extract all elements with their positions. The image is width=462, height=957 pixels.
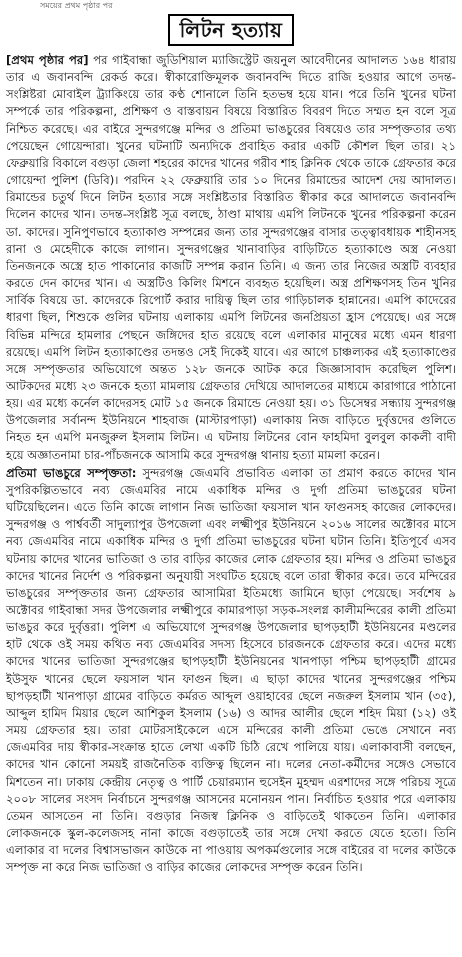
paragraph-1-text: পর গাইবান্ধা জুডিশিয়াল ম্যাজিস্ট্রেট জয়নুল আবেদীনের আদালত ১৬৪ ধারায় তার এ জবানবন্দি রেকর্ড করে। স্বীকারোক্তিমূলক জবানবন্দি দিতে রাজি হওয়ার আগে তদন্ত-সংশ্লিষ্টরা মোবাইল ট্র্যাকিংয়ে তার কণ্ঠ শোনালে তিনি হতভম্ব হয়ে যান। পরে তিনি খুনের ঘটনা সম্পর্কে তার পরিকল্পনা, প্রশিক্ষণ ও বাস্তবায়ন বিষয়ে বিস্তারিত বিবরণ দিতে সম্মত হন বলে সূত্র নিশ্চিত করেছে। এর বাইরে সুন্দরগঞ্জে মন্দির ও প্রতিমা ভাঙচুরের বিষয়েও তার সম্পৃক্ততার তথ্য পেয়েছেন গোয়েন্দারা। খুনের ঘটনাটি অন্যদিকে প্রবাহিত করার একটি কৌশল ছিল তার। ২১ ফেব্রুয়ারি বিকালে বগুড়া জেলা শহরের কাদের খানের গরীব শাহ ক্লিনিক থেকে তাকে গ্রেফতার করে গোয়েন্দা পুলিশ (ডিবি)। পরদিন ২২ ফেব্রুয়ারি তার ১০ দিনের রিমান্ডের আদেশ দেয় আদালত। রিমান্ডের চতুর্থ দিনে লিটন হত্যার সঙ্গে সংশ্লিষ্টতার বিস্তারিত স্বীকার করে আদালতে জবানবন্দি দিলেন কাদের খান। তদন্ত-সংশ্লিষ্ট সূত্র বলছে, ঠাণ্ডা মাথায় এমপি লিটনকে খুনের পরিকল্পনা করেন ডা. কাদের। সুনিপুণভাবে হত্যাকাণ্ড সম্পন্নের জন্য তার সুন্দরগঞ্জের বাসার তত্ত্বাবধায়ক শাহীনসহ রানা ও মেহেদীকে কাজে লাগান। সুন্দরগঞ্জের খানাবাড়ির বাড়িটিতে হত্যাকাণ্ডে অস্ত্র নেওয়া তিনজনকে অস্ত্রে হাত পাকানোর কাজটি সম্পন্ন করান তিনি। এ জন্য তার নিজের অস্ত্রটি ব্যবহার করতে দেন কাদের খান। এ অস্ত্রটিও কিলিং মিশনে ব্যবহৃত হয়েছিল। অস্ত্র প্রশিক্ষণসহ তিন খুনির সার্বিক বিষয়ে ডা. কাদেরকে রিপোর্ট করার দায়িত্ব ছিল তার গাড়িচালক হান্নানের। এমপি কাদেরের ধারণা ছিল, শিশুকে গুলির ঘটনায় এলাকায় এমপি লিটনের জনপ্রিয়তা হ্রাস পেয়েছে। এর সঙ্গে বিভিন্ন মন্দিরে হামলার পেছনে জঙ্গিদের হাত রয়েছে বলে এলাকার মানুষের মধ্যে এমন ধারণা রয়েছে। এমপি লিটন হত্যাকাণ্ডের তদন্তও সেই দিকেই যাবে। এর আগে চাঞ্চল্যকর এই হত্যাকাণ্ডের সঙ্গে সম্পৃক্ততার অভিযোগে অন্তত ১২৮ জনকে আটক করে জিজ্ঞাসাবাদ করেছিল পুলিশ। আটকদের মধ্যে ২৩ জনকে হত্যা মামলায় গ্রেফতার দেখিয়ে আদালতের মাধ্যমে কারাগারে পাঠানো হয়। এর মধ্যে কর্নেল কাদেরসহ মোট ১৫ জনকে রিমান্ডে নেওয়া হয়। ৩১ ডিসেম্বর সন্ধ্যায় সুন্দরগঞ্জ উপজেলার সর্বানন্দ ইউনিয়নে শাহবাজ (মাস্টারপাড়া) এলাকায় নিজ বাড়িতে দুর্বৃত্তদের গুলিতে নিহত হন এমপি মনজুরুল ইসলাম লিটন। এ ঘটনায় লিটনের বোন ফাহমিদা বুলবুল কাকলী বাদী হয়ে অজ্ঞাতনামা চার-পাঁচজনকে আসামি করে সুন্দরগঞ্জ থানায় হত্যা মামলা করেন। bbox=[6, 53, 456, 462]
paragraph-2-text: সুন্দরগঞ্জ জেএমবি প্রভাবিত এলাকা তা প্রমাণ করতে কাদের খান সুপরিকল্পিতভাবে নব্য জেএমবির নামে একাধিক মন্দির ও দুর্গা প্রতিমা ভাঙচুরের ঘটনা ঘটিয়েছিলেন। এতে তিনি কাজে লাগান নিজ ভাতিজা ফয়সাল খান ফাগুনসহ কাজের লোকদের। সুন্দরগঞ্জ ও পার্শ্ববর্তী সাদুল্যাপুর উপজেলা এবং লক্ষ্মীপুর ইউনিয়নে ২০১৬ সালের অক্টোবর মাসে নব্য জেএমবির নামে একাধিক মন্দির ও দুর্গা প্রতিমা ভাঙচুরের ঘটনা ঘটান তিনি। ইতিপূর্বে এসব ঘটনায় কাদের খানের ভাতিজা ও তার বাড়ির কাজের লোক গ্রেফতার হয়। মন্দির ও প্রতিমা ভাঙচুর কাদের খানের নির্দেশ ও পরিকল্পনা অনুযায়ী সংঘটিত হয়েছে বলে তারা স্বীকার করে। তবে মন্দিরের ভাঙচুরের সম্পৃক্ততার জন্য গ্রেফতার আসামিরা ইতিমধ্যে জামিনে ছাড়া পেয়েছে। সর্বশেষ ৯ অক্টোবর গাইবান্ধা সদর উপজেলার লক্ষ্মীপুরে কামারপাড়া সড়ক-সংলগ্ন কালীমন্দিরের কালী প্রতিমা ভাঙচুর করে দুর্বৃত্তরা। পুলিশ এ অভিযোগে সুন্দরগঞ্জ উপজেলার ছাপড়হাটী ইউনিয়নের মণ্ডলের হাট থেকে ওই সময় কথিত নব্য জেএমবির সদস্য হিসেবে চারজনকে গ্রেফতার করে। এদের মধ্যে কাদের খানের ভাতিজা সুন্দরগঞ্জের ছাপড়হাটী ইউনিয়নের খানপাড়া পশ্চিম ছাপড়হাটী গ্রামের ইউসুফ খানের ছেলে ফয়সাল খান ফাগুন ছিল। এ ছাড়া কাদের খানের সুন্দরগঞ্জের পশ্চিম ছাপড়হাটী খানপাড়া গ্রামের বাড়িতে কর্মরত আব্দুল ওয়াহাবের ছেলে নজরুল ইসলাম খান (৩৫), আব্দুল হামিদ মিয়ার ছেলে আশিকুল ইসলাম (১৬) ও আদর আলীর ছেলে শহিদ মিয়া (১২) ওই সময় গ্রেফতার হয়। তারা মোটরসাইকেলে এসে মন্দিরের কালী প্রতিমা ভেঙে সেখানে নব্য জেএমবির দায় স্বীকার-সংক্রান্ত হাতে লেখা একটি চিঠি রেখে পালিয়ে যায়। এলাকাবাসী বলছেন, কাদের খান কোনো সময়ই রাজনৈতিক ব্যক্তিত্ব ছিলেন না। দলের নেতা-কর্মীদের সঙ্গেও সেভাবে মিশতেন না। ঢাকায় কেন্দ্রীয় নেতৃত্ব ও পার্টি চেয়ারম্যান হুসেইন মুহম্মদ এরশাদের সঙ্গে পরিচয় সূত্রে ২০০৮ সালের সংসদ নির্বাচনে সুন্দরগঞ্জ আসনের মনোনয়ন পান। নির্বাচিত হওয়ার পরে এলাকায় তেমন আসতেন না তিনি। বগুড়ার নিজস্ব ক্লিনিক ও বাড়িতেই থাকতেন তিনি। এলাকার লোকজনকে স্কুল-কলেজসহ নানা কাজে বগুড়াতেই তার সঙ্গে দেখা করতে যেতে হতো। তিনি এলাকার বা দলের বিশ্বাসভাজন কাউকে না পাওয়ায় অপকর্মগুলোর সঙ্গে বাইরের বা দলের কাউকে সম্পৃক্ত না করে নিজ ভাতিজা ও বাড়ির কাজের লোকদের সম্পৃক্ত করেন তিনি। bbox=[6, 465, 456, 875]
headline-box bbox=[0, 14, 462, 46]
clipping-header: সময়ের প্রথম পৃষ্ঠার পর bbox=[40, 1, 113, 10]
paragraph-2 bbox=[6, 465, 456, 877]
paragraph-2-lead: প্রতিমা ভাঙচুরে সম্পৃক্ততা: bbox=[6, 465, 137, 480]
headline: লিটন হত্যায় bbox=[168, 14, 295, 46]
paragraph-1 bbox=[6, 52, 456, 464]
article-body bbox=[0, 46, 462, 877]
paragraph-1-lead: [প্রথম পৃষ্ঠার পর] bbox=[6, 53, 89, 67]
